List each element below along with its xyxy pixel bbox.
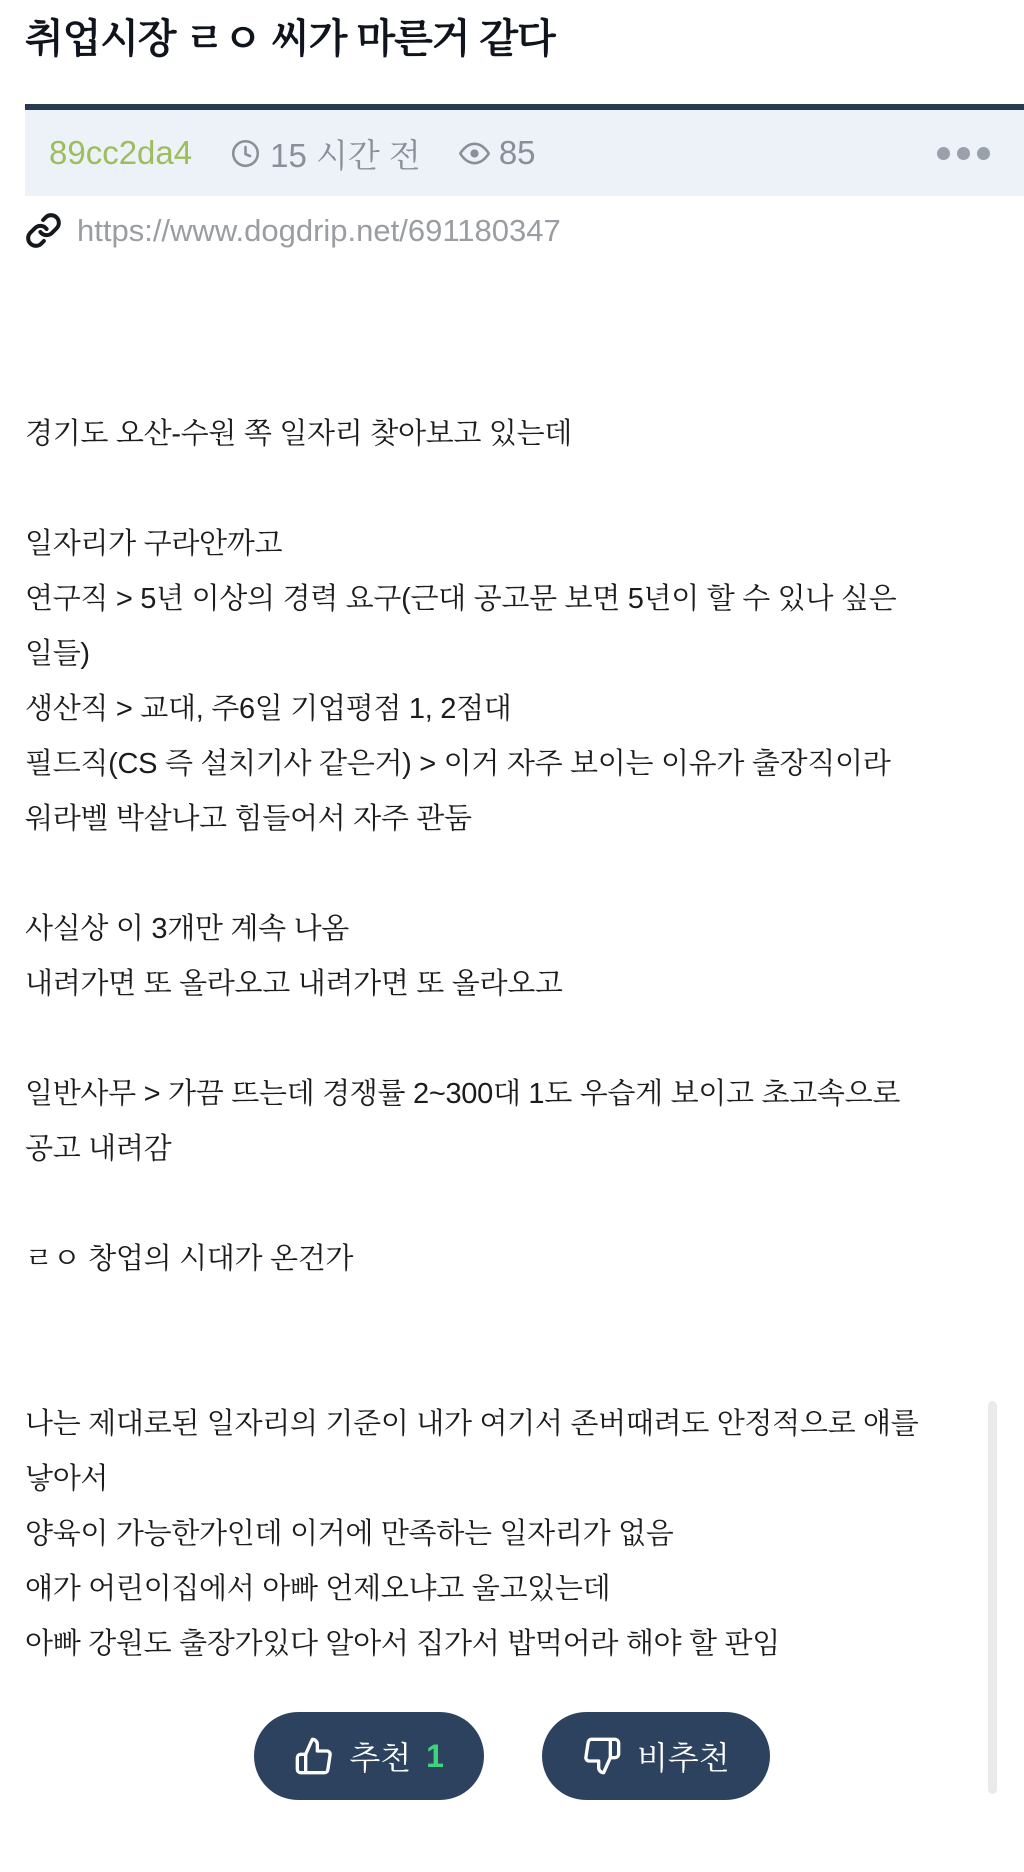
- post-paragraph: 얘가 어린이집에서 아빠 언제오냐고 울고있는데: [25, 1573, 611, 1605]
- view-count-label: 85: [498, 134, 536, 171]
- view-count: [459, 134, 536, 172]
- post-paragraph: 내려가면 또 올라오고 내려가면 또 올라오고: [25, 968, 563, 1000]
- post-paragraph: 경기도 오산-수원 쪽 일자리 찾아보고 있는데: [25, 418, 572, 450]
- vote-actions: [0, 1712, 1024, 1800]
- post-paragraph: [25, 462, 1000, 517]
- post-paragraph: [25, 1177, 1000, 1232]
- post-paragraph: 낳아서: [25, 1463, 109, 1495]
- upvote-label: 추천: [349, 1740, 412, 1776]
- post-paragraph: [25, 1342, 1000, 1397]
- posted-time-label: 15 시간 전: [270, 136, 421, 174]
- post-paragraph: 공고 내려감: [25, 1133, 172, 1165]
- source-link-row: [25, 212, 999, 249]
- post-paragraph: 일자리가 구라안까고: [25, 528, 283, 560]
- ellipsis-icon: [937, 147, 990, 160]
- upvote-count: 1: [426, 1737, 444, 1774]
- post-paragraph: [25, 1012, 1000, 1067]
- post-paragraph: [25, 1287, 1000, 1342]
- eye-icon: [459, 138, 490, 169]
- downvote-label: 비추천: [636, 1740, 730, 1776]
- post-paragraph: 일반사무 > 가끔 뜨는데 경쟁률 2~300대 1도 우습게 보이고 초고속으로: [25, 1078, 901, 1110]
- source-url-link[interactable]: https://www.dogdrip.net/691180347: [77, 212, 561, 248]
- thumbs-down-icon: [582, 1736, 622, 1776]
- more-options-button[interactable]: [935, 141, 992, 166]
- upvote-button[interactable]: [254, 1712, 484, 1800]
- post-paragraph: 생산직 > 교대, 주6일 기업평점 1, 2점대: [25, 693, 512, 725]
- scrollbar-thumb[interactable]: [988, 1401, 997, 1794]
- post-meta-bar: [25, 110, 1024, 196]
- post-paragraph: 사실상 이 3개만 계속 나옴: [25, 913, 349, 945]
- post-paragraph: ㄹㅇ 창업의 시대가 온건가: [25, 1243, 354, 1275]
- author-name[interactable]: 89cc2da4: [49, 134, 193, 171]
- thumbs-up-icon: [294, 1736, 334, 1776]
- post-paragraph: 연구직 > 5년 이상의 경력 요구(근대 공고문 보면 5년이 할 수 있나 싶은: [25, 583, 897, 615]
- post-body: [25, 407, 1000, 1672]
- posted-time: [230, 130, 421, 177]
- post-paragraph: 나는 제대로된 일자리의 기준이 내가 여기서 존버때려도 안정적으로 얘를: [25, 1408, 919, 1440]
- link-icon: [25, 212, 62, 249]
- post-paragraph: 양육이 가능한가인데 이거에 만족하는 일자리가 없음: [25, 1518, 674, 1550]
- post-paragraph: [25, 847, 1000, 902]
- post-paragraph: 일들): [25, 638, 90, 670]
- post-paragraph: 워라벨 박살나고 힘들어서 자주 관둠: [25, 803, 472, 835]
- downvote-button[interactable]: [542, 1712, 770, 1800]
- clock-icon: [230, 138, 261, 169]
- post-paragraph: 아빠 강원도 출장가있다 알아서 집가서 밥먹어라 해야 할 판임: [25, 1628, 780, 1660]
- page-title: 취업시장 ㄹㅇ 씨가 마른거 같다: [25, 17, 555, 61]
- post-paragraph: 필드직(CS 즉 설치기사 같은거) > 이거 자주 보이는 이유가 출장직이라: [25, 748, 891, 780]
